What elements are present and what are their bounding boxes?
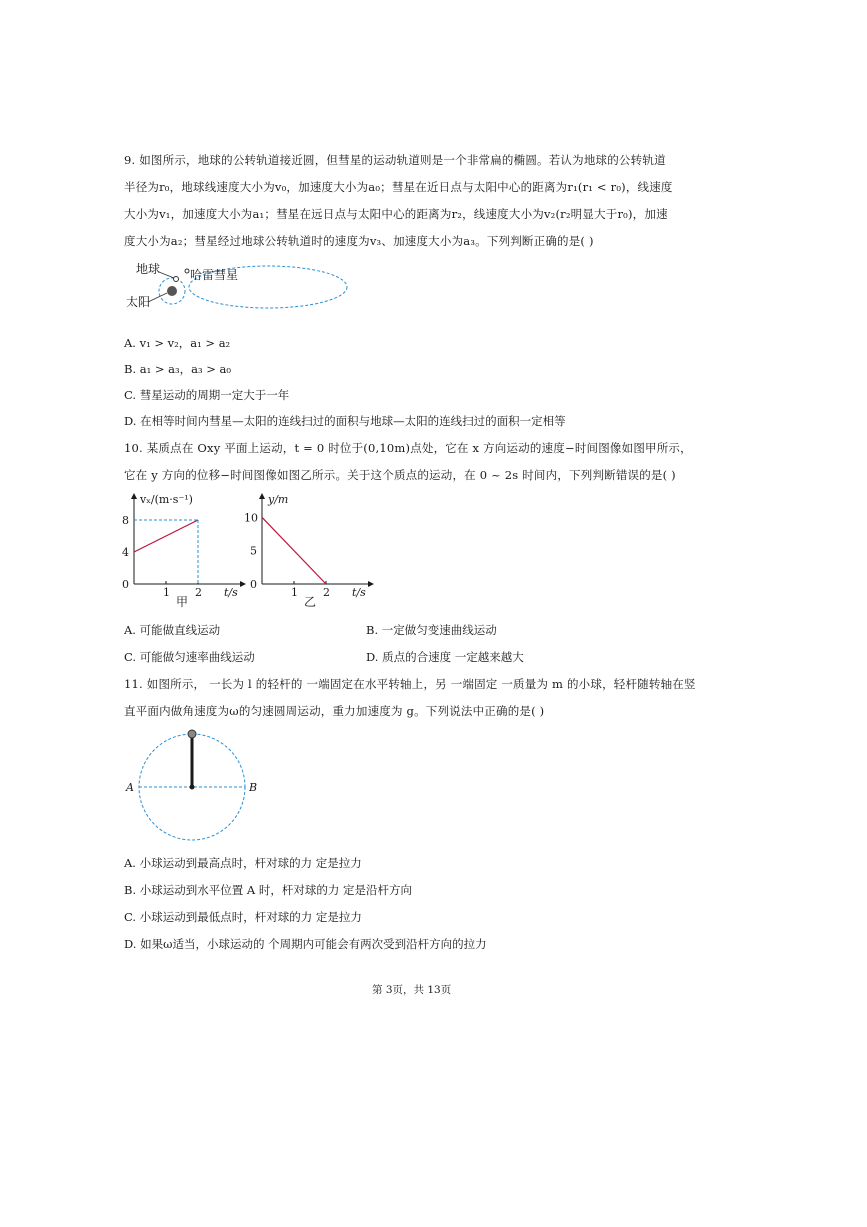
q10-option-d[interactable]: D. 质点的合速度 一定越来越大 bbox=[366, 650, 524, 664]
earth-label: 地球 bbox=[136, 262, 161, 276]
q9-option-d[interactable]: D. 在相等时间内彗星—太阳的连线扫过的面积与地球—太阳的连线扫过的面积一定相等 bbox=[124, 414, 566, 428]
y-tick-label: 0 bbox=[250, 578, 257, 591]
q9-line-4: 度大小为a₂；彗星经过地球公转轨道时的速度为v₃、加速度大小为a₃。下列判断正确的是( ) bbox=[124, 234, 594, 248]
x-tick-label: 1 bbox=[291, 586, 298, 599]
x-tick-label: 2 bbox=[323, 586, 330, 599]
comet-icon bbox=[185, 269, 189, 273]
ball-icon bbox=[188, 730, 196, 738]
q10-line-1: 10. 某质点在 Oxy 平面上运动，t = 0 时位于(0,10m)点处，它在 x 方向运动的速度−时间图像如图甲所示， bbox=[124, 441, 692, 455]
q9-line-1: 9. 如图所示，地球的公转轨道接近圆，但彗星的运动轨道则是一个非常扁的椭圆。若认为地球的公转轨道 bbox=[124, 153, 666, 167]
point-b-label: B bbox=[249, 781, 258, 794]
point-a-label: A bbox=[126, 781, 134, 794]
q9-line-2: 半径为r₀，地球线速度大小为v₀，加速度大小为a₀；彗星在近日点与太阳中心的距离为r₁(r₁ < r₀)，线速度 bbox=[124, 180, 673, 194]
page-footer: 第 3页，共 13页 bbox=[372, 984, 452, 996]
q10-line-2: 它在 y 方向的位移−时间图像如图乙所示。关于这个质点的运动，在 0 ~ 2s 时间内，下列判断错误的是( ) bbox=[124, 468, 676, 482]
chart-yi bbox=[246, 490, 376, 610]
q11-rod-figure bbox=[122, 725, 262, 845]
sun-label: 太阳 bbox=[126, 295, 151, 309]
q11-option-b[interactable]: B. 小球运动到水平位置 A 时，杆对球的力 定是沿杆方向 bbox=[124, 883, 413, 897]
series-line bbox=[262, 517, 326, 584]
x-tick-label: 1 bbox=[163, 586, 170, 599]
q11-option-c[interactable]: C. 小球运动到最低点时，杆对球的力 定是拉力 bbox=[124, 910, 362, 924]
earth-icon bbox=[174, 277, 179, 282]
q11-line-1: 11. 如图所示， 一长为 l 的轻杆的 一端固定在水平转轴上，另 一端固定 一质量为 m 的小球，轻杆随转轴在竖 bbox=[124, 677, 696, 691]
y-tick-label: 0 bbox=[122, 578, 129, 591]
axis-pivot bbox=[190, 785, 195, 790]
q10-option-b[interactable]: B. 一定做匀变速曲线运动 bbox=[366, 623, 497, 637]
q9-orbit-figure bbox=[124, 258, 359, 318]
y-tick-label: 10 bbox=[244, 511, 258, 525]
q10-option-c[interactable]: C. 可能做匀速率曲线运动 bbox=[124, 650, 255, 664]
q11-option-d[interactable]: D. 如果ω适当，小球运动的 个周期内可能会有两次受到沿杆方向的拉力 bbox=[124, 937, 487, 951]
q11-option-a[interactable]: A. 小球运动到最高点时，杆对球的力 定是拉力 bbox=[124, 856, 362, 870]
series-line bbox=[134, 520, 198, 552]
chart-caption: 乙 bbox=[304, 595, 317, 609]
y-tick-label: 5 bbox=[250, 544, 257, 558]
q9-option-b[interactable]: B. a₁ > a₃，a₃ > a₀ bbox=[124, 362, 232, 376]
y-tick-label: 8 bbox=[122, 514, 129, 527]
y-axis-label: vₓ/(m·s⁻¹) bbox=[140, 493, 193, 506]
q9-option-a[interactable]: A. v₁ > v₂，a₁ > a₂ bbox=[124, 336, 231, 350]
x-tick-label: 2 bbox=[195, 586, 202, 599]
q10-option-a[interactable]: A. 可能做直线运动 bbox=[124, 623, 221, 637]
sun-icon bbox=[167, 286, 177, 296]
x-axis-label: t/s bbox=[352, 586, 366, 599]
q9-option-c[interactable]: C. 彗星运动的周期一定大于一年 bbox=[124, 388, 290, 402]
q9-line-3: 大小为v₁，加速度大小为a₁；彗星在远日点与太阳中心的距离为r₂，线速度大小为v₂(r₂明显大于r₀)，加速 bbox=[124, 207, 668, 221]
chart-caption: 甲 bbox=[176, 595, 189, 609]
chart-jia bbox=[118, 490, 248, 610]
x-axis-label: t/s bbox=[224, 586, 238, 599]
y-tick-label: 4 bbox=[122, 546, 129, 559]
comet-label: 哈雷彗星 bbox=[190, 268, 239, 282]
q11-line-2: 直平面内做角速度为ω的匀速圆周运动，重力加速度为 g。下列说法中正确的是( ) bbox=[124, 704, 545, 718]
y-axis-label: y/m bbox=[268, 493, 289, 506]
